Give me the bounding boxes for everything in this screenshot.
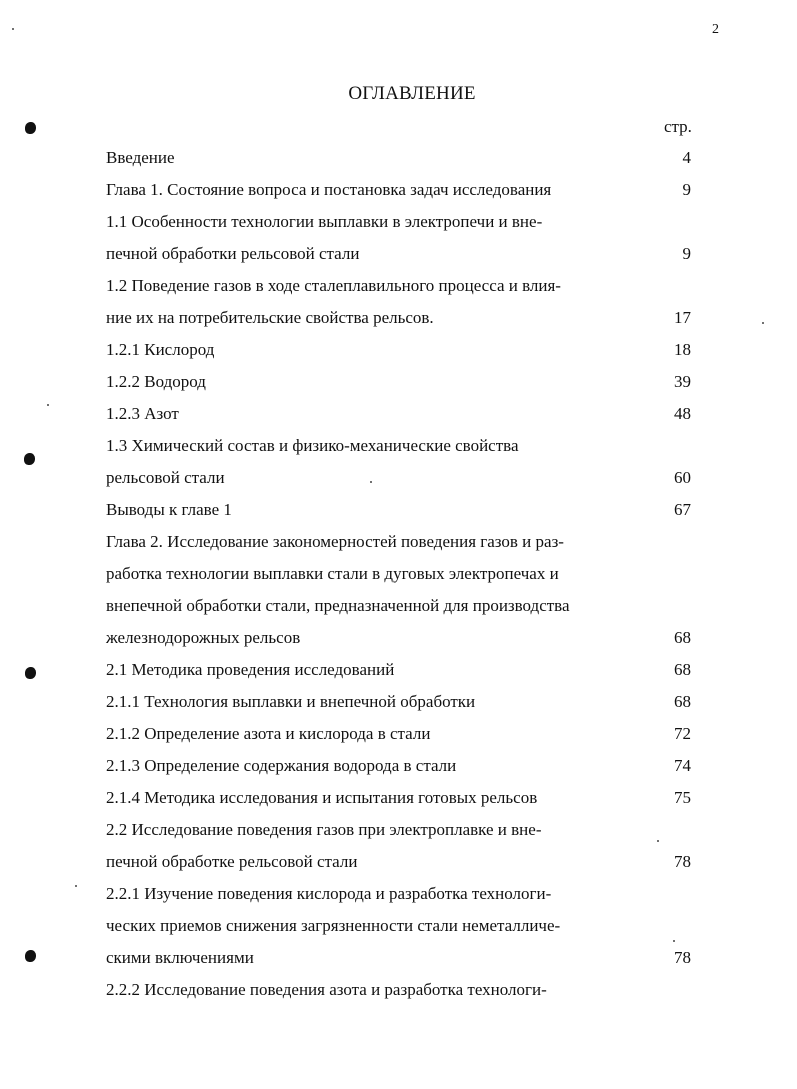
toc-line <box>106 689 706 721</box>
toc-line-page: 68 <box>674 692 691 711</box>
toc-line-page: 9 <box>682 180 691 199</box>
toc-line <box>106 433 706 465</box>
toc-line-text: 1.2.1 Кислород <box>106 340 215 359</box>
toc-line-page: 48 <box>674 404 691 423</box>
toc-line-text: 2.2 Исследование поведения газов при электроплавке и вне- <box>106 820 542 839</box>
toc-line <box>106 817 706 849</box>
toc-line <box>106 529 706 561</box>
toc-line-page: 75 <box>674 788 691 807</box>
toc-line <box>106 369 706 401</box>
toc-line <box>106 977 706 1009</box>
toc-line <box>106 401 706 433</box>
toc-line-text: 2.2.2 Исследование поведения азота и разработка технологи- <box>106 980 547 999</box>
toc-line-text: работка технологии выплавки стали в дуговых электропечах и <box>106 564 559 583</box>
toc-line <box>106 881 706 913</box>
toc-line-text: Глава 1. Состояние вопроса и постановка задач исследования <box>106 180 552 199</box>
toc-line-text: внепечной обработки стали, предназначенной для производства <box>106 596 570 615</box>
page-title: ОГЛАВЛЕНИЕ <box>348 83 476 104</box>
toc-line <box>106 913 706 945</box>
toc-line-text: рельсовой стали <box>106 468 225 487</box>
toc-line-text: железнодорожных рельсов <box>106 628 301 647</box>
toc-line-text: печной обработки рельсовой стали <box>106 244 360 263</box>
toc-line-text: 2.1 Методика проведения исследований <box>106 660 395 679</box>
toc-line-page: 72 <box>674 724 691 743</box>
toc-line-text: Введение <box>106 148 175 167</box>
scan-speck <box>370 481 372 483</box>
toc-line-text: Выводы к главе 1 <box>106 500 232 519</box>
toc-line-text: ческих приемов снижения загрязненности стали неметалличе- <box>106 916 561 935</box>
toc-line <box>106 785 706 817</box>
toc-line-text: печной обработке рельсовой стали <box>106 852 358 871</box>
scan-speck <box>12 28 14 30</box>
toc-line <box>106 945 706 977</box>
binder-hole-mark <box>24 453 35 465</box>
toc-line <box>106 209 706 241</box>
toc-line-text: 2.2.1 Изучение поведения кислорода и разработка технологи- <box>106 884 552 903</box>
toc-line-text: 1.2.3 Азот <box>106 404 179 423</box>
toc-line-page: 60 <box>674 468 691 487</box>
toc-line <box>106 273 706 305</box>
toc-line-page: 78 <box>674 948 691 967</box>
scan-speck <box>657 840 659 842</box>
toc-line <box>106 625 706 657</box>
toc-line-text: 2.1.2 Определение азота и кислорода в стали <box>106 724 431 743</box>
table-of-contents <box>106 145 706 1009</box>
toc-line-text: скими включениями <box>106 948 254 967</box>
toc-line-page: 39 <box>674 372 691 391</box>
toc-line-text: ние их на потребительские свойства рельсов. <box>106 308 434 327</box>
toc-line <box>106 497 706 529</box>
toc-line <box>106 177 706 209</box>
toc-line-text: 1.2.2 Водород <box>106 372 206 391</box>
toc-line <box>106 849 706 881</box>
scan-speck <box>75 885 77 887</box>
toc-line-page: 18 <box>674 340 691 359</box>
toc-line-page: 68 <box>674 628 691 647</box>
binder-hole-mark <box>25 122 36 134</box>
scan-speck <box>673 940 675 942</box>
toc-line <box>106 721 706 753</box>
toc-line-text: 1.1 Особенности технологии выплавки в электропечи и вне- <box>106 212 543 231</box>
toc-line-page: 17 <box>674 308 691 327</box>
page-column-header: стр. <box>664 117 692 136</box>
toc-line <box>106 337 706 369</box>
toc-line <box>106 241 706 273</box>
toc-line <box>106 753 706 785</box>
binder-hole-mark <box>25 667 36 679</box>
toc-line <box>106 561 706 593</box>
toc-line-text: 1.2 Поведение газов в ходе сталеплавильного процесса и влия- <box>106 276 561 295</box>
toc-line <box>106 305 706 337</box>
toc-line-text: Глава 2. Исследование закономерностей поведения газов и раз- <box>106 532 564 551</box>
toc-line-page: 74 <box>674 756 691 775</box>
scan-speck <box>762 322 764 324</box>
toc-line-page: 4 <box>682 148 691 167</box>
toc-line-page: 9 <box>682 244 691 263</box>
toc-line-text: 2.1.4 Методика исследования и испытания готовых рельсов <box>106 788 538 807</box>
page-number: 2 <box>712 22 719 37</box>
toc-line <box>106 465 706 497</box>
toc-line <box>106 145 706 177</box>
toc-line-page: 78 <box>674 852 691 871</box>
toc-line-page: 67 <box>674 500 691 519</box>
toc-line <box>106 657 706 689</box>
toc-line-text: 1.3 Химический состав и физико-механические свойства <box>106 436 519 455</box>
scan-speck <box>47 404 49 406</box>
toc-line <box>106 593 706 625</box>
binder-hole-mark <box>25 950 36 962</box>
toc-line-text: 2.1.3 Определение содержания водорода в стали <box>106 756 457 775</box>
toc-line-text: 2.1.1 Технология выплавки и внепечной обработки <box>106 692 476 711</box>
toc-line-page: 68 <box>674 660 691 679</box>
